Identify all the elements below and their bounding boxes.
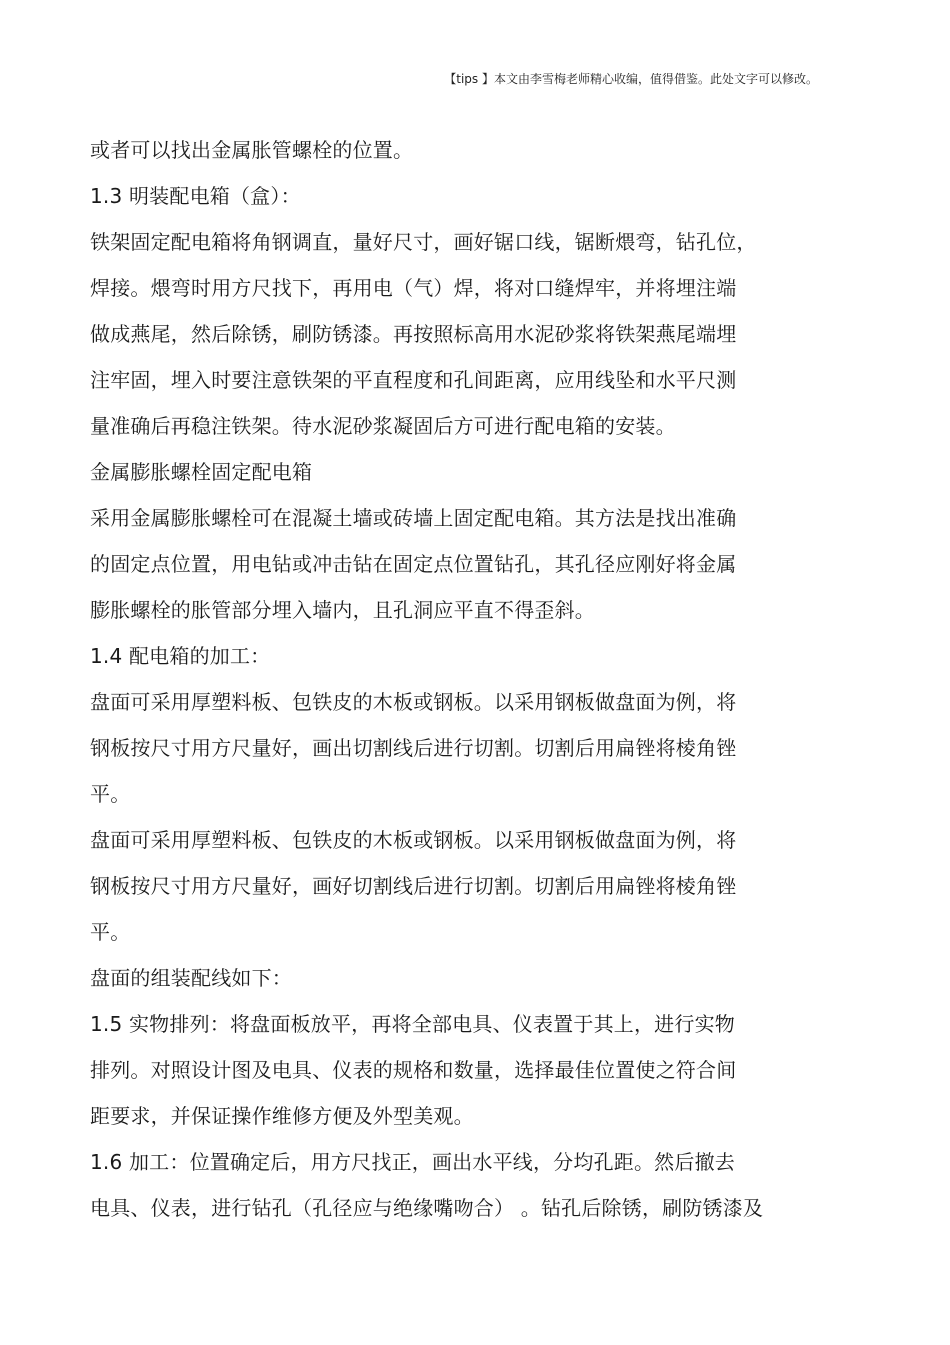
subsection-heading: 盘面的组装配线如下： — [90, 966, 292, 990]
text-line: 的固定点位置，用电钻或冲击钻在固定点位置钻孔，其孔径应刚好将金属 — [90, 552, 737, 576]
text-line: 盘面可采用厚塑料板、包铁皮的木板或钢板。以采用钢板做盘面为例，将 — [90, 690, 737, 714]
text-line: 铁架固定配电箱将角钢调直，量好尺寸，画好锯口线，锯断煨弯，钻孔位， — [90, 230, 757, 254]
text-line: 注牢固，埋入时要注意铁架的平直程度和孔间距离，应用线坠和水平尺测 — [90, 368, 737, 392]
document-body — [90, 127, 850, 1231]
text-line: 电具、仪表，进行钻孔（孔径应与绝缘嘴吻合） 。钻孔后除锈，刷防锈漆及 — [90, 1196, 764, 1220]
text-line: 采用金属膨胀螺栓可在混凝土墙或砖墙上固定配电箱。其方法是找出准确 — [90, 506, 737, 530]
text-line: 平。 — [90, 920, 131, 944]
text-line: 或者可以找出金属胀管螺栓的位置。 — [90, 138, 414, 162]
text-line: 膨胀螺栓的胀管部分埋入墙内，且孔洞应平直不得歪斜。 — [90, 598, 595, 622]
text-line: 做成燕尾，然后除锈，刷防锈漆。再按照标高用水泥砂浆将铁架燕尾端埋 — [90, 322, 737, 346]
text-line: 钢板按尺寸用方尺量好，画好切割线后进行切割。切割后用扁锉将棱角锉 — [90, 874, 737, 898]
text-line: 距要求，并保证操作维修方便及外型美观。 — [90, 1104, 474, 1128]
text-line: 盘面可采用厚塑料板、包铁皮的木板或钢板。以采用钢板做盘面为例，将 — [90, 828, 737, 852]
section-heading: 1.3 明装配电箱（盒）： — [90, 184, 301, 208]
text-line: 排列。对照设计图及电具、仪表的规格和数量，选择最佳位置使之符合间 — [90, 1058, 737, 1082]
section-heading: 1.5 实物排列：将盘面板放平，再将全部电具、仪表置于其上，进行实物 — [90, 1012, 735, 1036]
subsection-heading: 金属膨胀螺栓固定配电箱 — [90, 460, 313, 484]
text-line: 量准确后再稳注铁架。待水泥砂浆凝固后方可进行配电箱的安装。 — [90, 414, 676, 438]
text-line: 焊接。煨弯时用方尺找下，再用电（气）焊，将对口缝焊牢，并将埋注端 — [90, 276, 737, 300]
text-line: 钢板按尺寸用方尺量好，画出切割线后进行切割。切割后用扁锉将棱角锉 — [90, 736, 737, 760]
section-heading: 1.4 配电箱的加工： — [90, 644, 271, 668]
section-heading: 1.6 加工：位置确定后，用方尺找正，画出水平线，分均孔距。然后撤去 — [90, 1150, 735, 1174]
header-tip: 【tips 】本文由李雪梅老师精心收编，值得借鉴。此处文字可以修改。 — [444, 72, 818, 86]
text-line: 平。 — [90, 782, 131, 806]
